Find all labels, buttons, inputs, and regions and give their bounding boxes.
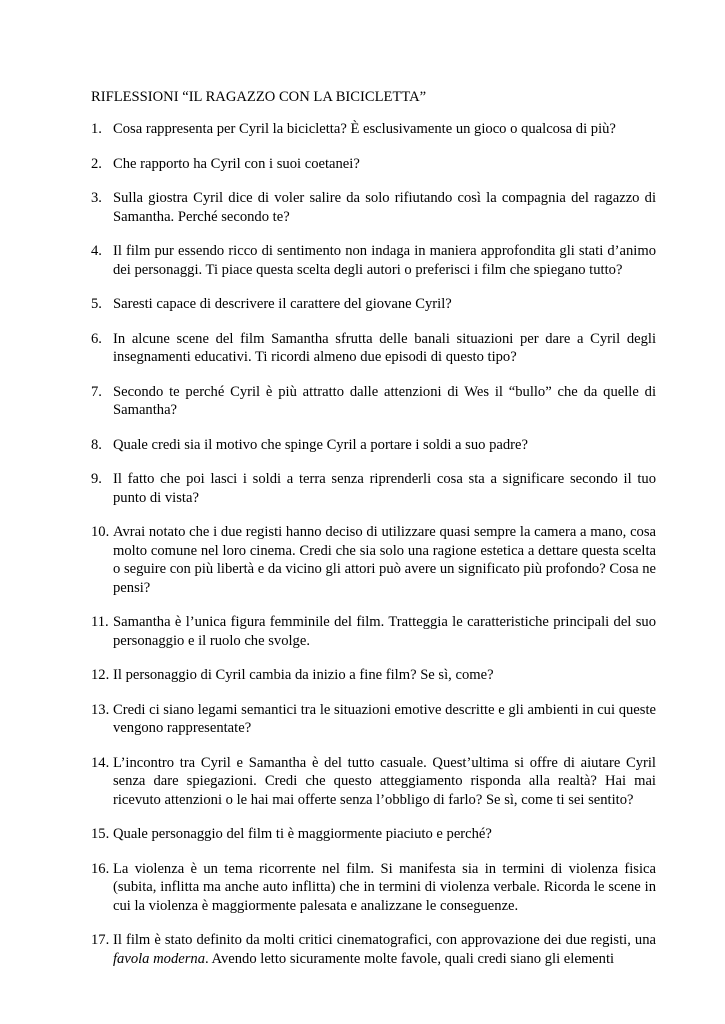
question-number: 11. [91,614,109,630]
question-number: 1. [91,121,102,137]
question-number: 16. [91,860,110,877]
question-number: 7. [91,383,102,400]
question-item [91,189,656,226]
question-item [91,613,656,650]
question-item [91,860,656,916]
question-item [91,330,656,367]
question-list [91,120,656,968]
question-text: Avrai notato che i due registi hanno deciso di utilizzare quasi sempre la camera a mano, cosa molto comune nel loro cinema. Credi che sia solo una ragione estetica a dettare questa scelta o seguire con più libertà e da vicino gli attori può avere un significato più profondo? Cosa ne pensi? [113,524,656,596]
question-item [91,701,656,738]
question-item [91,523,656,597]
question-text-part: . Avendo letto sicuramente molte favole, quali credi siano gli elementi [205,950,615,967]
document-page [91,88,656,984]
question-item [91,295,656,314]
question-text: La violenza è un tema ricorrente nel film. Si manifesta sia in termini di violenza fisica (subita, inflitta ma anche auto inflitta) che in termini di violenza verbale. Ricorda le scene in cui la violenza è maggiormente palesata e analizzane le conseguenze. [113,860,656,914]
question-text: Secondo te perché Cyril è più attratto dalle attenzioni di Wes il “bullo” che da quelle di Samantha? [113,383,656,418]
question-text: Il fatto che poi lasci i soldi a terra senza riprenderli cosa sta a significare secondo il tuo punto di vista? [113,471,656,506]
question-text: Saresti capace di descrivere il carattere del giovane Cyril? [113,296,452,312]
question-item [91,155,656,174]
question-item [91,383,656,420]
question-text: Che rapporto ha Cyril con i suoi coetanei? [113,155,360,172]
question-text: Credi ci siano legami semantici tra le situazioni emotive descritte e gli ambienti in cui queste vengono rappresentate? [113,701,656,736]
question-number: 4. [91,243,102,259]
question-number: 12. [91,667,110,683]
question-item [91,666,656,685]
question-number: 3. [91,190,102,206]
question-item [91,931,656,968]
question-text: Cosa rappresenta per Cyril la bicicletta? È esclusivamente un gioco o qualcosa di più? [113,121,616,137]
question-text [113,931,656,968]
question-number: 8. [91,436,102,453]
question-text: Quale personaggio del film ti è maggiormente piaciuto e perché? [113,826,492,842]
question-number: 13. [91,701,110,718]
question-number: 6. [91,330,102,347]
question-text: Il personaggio di Cyril cambia da inizio a fine film? Se sì, come? [113,667,494,683]
question-number: 17. [91,932,110,948]
question-item [91,825,656,844]
question-number: 15. [91,826,110,842]
document-title: RIFLESSIONI “IL RAGAZZO CON LA BICICLETTA” [91,89,427,105]
question-number: 14. [91,754,110,771]
question-item [91,470,656,507]
question-text: In alcune scene del film Samantha sfrutta delle banali situazioni per dare a Cyril degli insegnamenti educativi. Ti ricordi almeno due episodi di questo tipo? [113,330,656,365]
question-text: Quale credi sia il motivo che spinge Cyril a portare i soldi a suo padre? [113,436,528,453]
question-item [91,242,656,279]
question-item [91,754,656,810]
question-text-italic: favola moderna [113,950,206,967]
question-number: 5. [91,296,102,312]
question-text: Il film pur essendo ricco di sentimento non indaga in maniera approfondita gli stati d’animo dei personaggi. Ti piace questa scelta degli autori o preferisci i film che spiegano tutto? [113,243,656,278]
question-text: L’incontro tra Cyril e Samantha è del tutto casuale. Quest’ultima si offre di aiutare Cyril senza dare spiegazioni. Credi che questo atteggiamento risponda alla realtà? Hai mai ricevuto attenzioni o le hai mai offerte senza l’obbligo di farlo? Se sì, come ti sei sentito? [113,754,656,808]
question-text: Samantha è l’unica figura femminile del film. Tratteggia le caratteristiche principali del suo personaggio e il ruolo che svolge. [113,614,656,649]
question-number: 10. [91,524,110,540]
question-item [91,120,656,139]
question-item [91,436,656,455]
question-text-part: Il film è stato definito da molti critici cinematografici, con approvazione dei due registi, una [113,932,656,948]
question-text: Sulla giostra Cyril dice di voler salire da solo rifiutando così la compagnia del ragazzo di Samantha. Perché secondo te? [113,190,656,225]
question-number: 2. [91,155,102,172]
question-number: 9. [91,471,102,487]
